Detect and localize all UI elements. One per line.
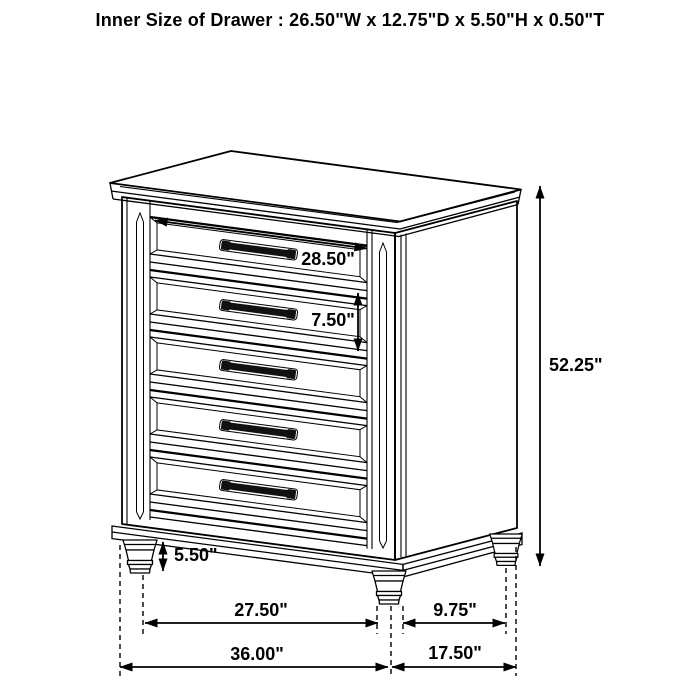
dim-front-feet-spacing-label: 27.50" <box>234 600 288 620</box>
chest-top-surface <box>110 151 521 223</box>
drawer-handle-3 <box>219 359 298 380</box>
drawer-handle-1 <box>219 239 298 260</box>
dim-foot-height-label: 5.50" <box>174 545 218 565</box>
dim-overall-width <box>120 644 388 667</box>
dim-overall-height <box>540 186 603 566</box>
right-post <box>372 230 387 549</box>
drawer-handle-2 <box>219 299 298 320</box>
chest-illustration <box>110 151 522 604</box>
chest-side-face <box>395 201 517 560</box>
dim-side-feet-spacing <box>403 600 505 623</box>
dim-overall-depth <box>392 643 516 667</box>
dim-overall-width-label: 36.00" <box>230 644 284 664</box>
drawer-handle-5 <box>219 479 298 500</box>
foot-front-left <box>123 540 157 573</box>
left-post <box>127 198 144 525</box>
drawer-handle-4 <box>219 419 298 440</box>
diagram-title: Inner Size of Drawer : 26.50"W x 12.75"D x 5.50"H x 0.50"T <box>95 10 605 30</box>
dim-front-feet-spacing <box>145 600 378 623</box>
dim-overall-height-label: 52.25" <box>549 355 603 375</box>
dim-overall-depth-label: 17.50" <box>428 643 482 663</box>
dim-side-feet-spacing-label: 9.75" <box>433 600 477 620</box>
dim-drawer-front-height-label: 7.50" <box>311 310 355 330</box>
foot-front-right <box>372 571 406 604</box>
foot-back-right <box>490 534 522 565</box>
dim-drawer-front-width-label: 28.50" <box>301 249 355 269</box>
